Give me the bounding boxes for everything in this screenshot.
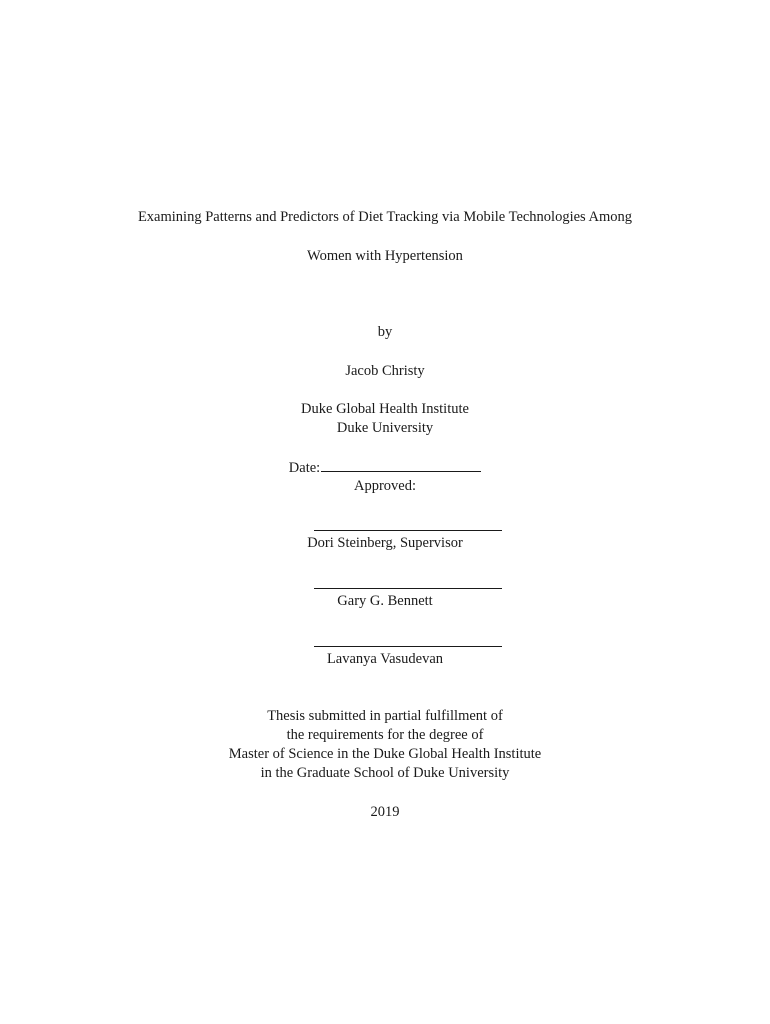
thesis-title-line-1: Examining Patterns and Predictors of Diet Tracking via Mobile Technologies Among bbox=[137, 209, 633, 225]
university-name: Duke University bbox=[336, 420, 434, 436]
signature-line-3 bbox=[314, 646, 502, 647]
thesis-year: 2019 bbox=[370, 804, 400, 820]
date-blank-rule bbox=[321, 457, 481, 472]
date-label: Date: bbox=[288, 460, 321, 476]
statement-line-3: Master of Science in the Duke Global Health Institute bbox=[228, 746, 542, 762]
committee-member-2: Gary G. Bennett bbox=[337, 593, 433, 609]
signature-line-1 bbox=[314, 530, 502, 531]
approved-label: Approved: bbox=[353, 478, 416, 494]
signature-line-2 bbox=[314, 588, 502, 589]
by-label: by bbox=[377, 324, 393, 340]
author-name: Jacob Christy bbox=[345, 363, 425, 379]
department-name: Duke Global Health Institute bbox=[301, 401, 469, 417]
statement-line-4: in the Graduate School of Duke University bbox=[260, 765, 510, 781]
thesis-title-line-2: Women with Hypertension bbox=[307, 248, 463, 264]
statement-line-1: Thesis submitted in partial fulfillment of bbox=[267, 708, 503, 724]
date-line bbox=[0, 457, 770, 478]
statement-line-2: the requirements for the degree of bbox=[286, 727, 484, 743]
committee-member-3: Lavanya Vasudevan bbox=[326, 651, 444, 667]
committee-member-1: Dori Steinberg, Supervisor bbox=[307, 535, 463, 551]
